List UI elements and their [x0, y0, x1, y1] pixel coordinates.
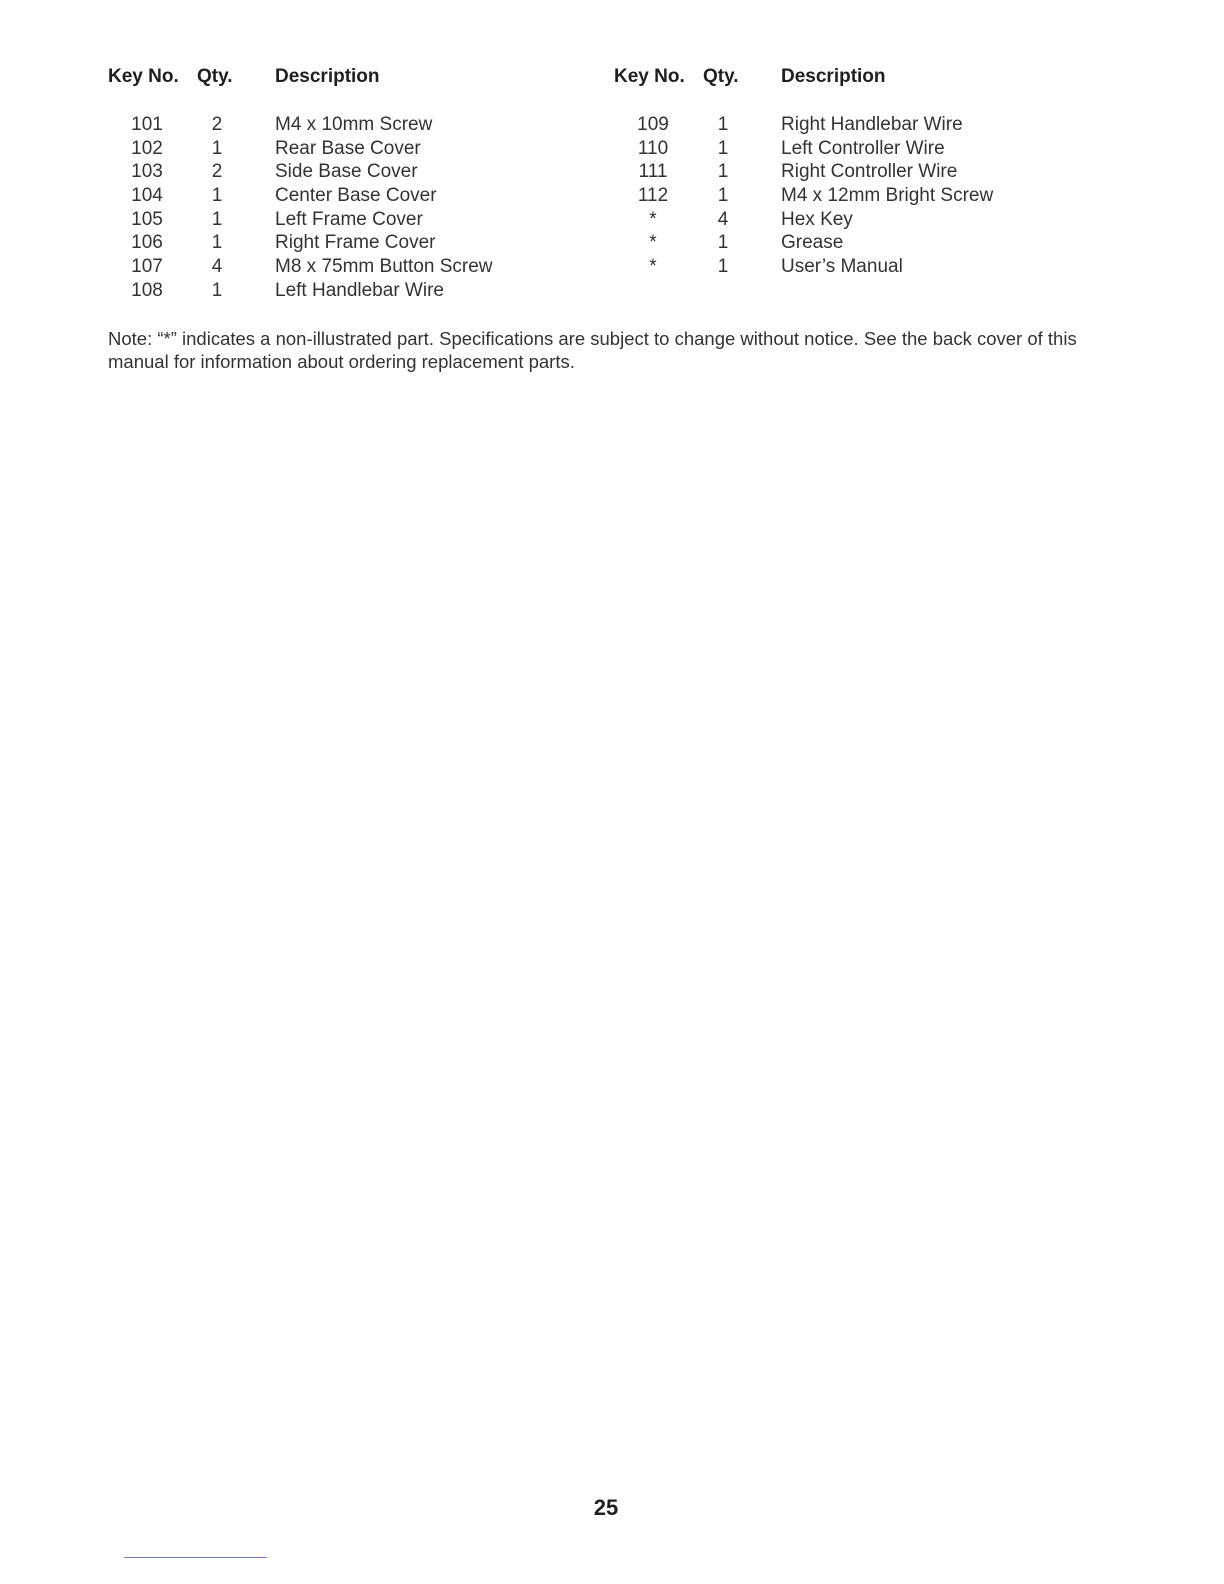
- part-key-no: 110: [637, 137, 669, 159]
- part-description: Grease: [781, 232, 844, 254]
- part-description: Rear Base Cover: [275, 137, 421, 159]
- part-description: M4 x 10mm Screw: [275, 114, 433, 135]
- table-row: [614, 160, 1074, 184]
- part-qty: 1: [717, 137, 729, 159]
- parts-table-right: [614, 66, 1074, 279]
- part-key-no: *: [649, 208, 657, 230]
- part-description: Side Base Cover: [275, 161, 418, 183]
- part-key-no: 104: [131, 185, 163, 207]
- table-row: [614, 137, 1074, 161]
- part-qty: 1: [717, 161, 729, 183]
- part-qty: 1: [717, 256, 729, 278]
- page-number: 25: [593, 1495, 619, 1520]
- part-description: Left Handlebar Wire: [275, 279, 444, 301]
- table-row: [108, 208, 568, 232]
- part-description: M8 x 75mm Button Screw: [275, 256, 493, 278]
- table-row: [108, 255, 568, 279]
- table-row: [614, 255, 1074, 279]
- table-row: [108, 137, 568, 161]
- part-qty: 2: [211, 161, 223, 183]
- header-key-no: Key No.: [108, 66, 179, 87]
- part-qty: 1: [211, 137, 223, 159]
- part-description: Right Handlebar Wire: [781, 114, 963, 135]
- part-description: Right Frame Cover: [275, 232, 436, 254]
- part-qty: 4: [717, 208, 729, 230]
- part-key-no: 105: [131, 208, 163, 230]
- parts-rows-right: [614, 113, 1074, 279]
- table-row: [614, 208, 1074, 232]
- part-key-no: 106: [131, 232, 163, 254]
- parts-table-left: [108, 66, 568, 303]
- part-key-no: 108: [131, 279, 163, 301]
- note-text: Note: “*” indicates a non-illustrated part. Specifications are subject to change without notice. See the back cover of this manual for information about ordering replacement parts.: [108, 328, 1077, 372]
- table-row: [614, 231, 1074, 255]
- part-description: User’s Manual: [781, 256, 903, 278]
- part-key-no: 109: [637, 114, 669, 135]
- part-description: M4 x 12mm Bright Screw: [781, 185, 994, 207]
- part-description: Right Controller Wire: [781, 161, 958, 183]
- part-qty: 1: [717, 232, 729, 254]
- part-qty: 2: [211, 114, 223, 135]
- part-key-no: *: [649, 256, 657, 278]
- header-description: Description: [275, 66, 380, 87]
- table-header: [108, 66, 568, 96]
- table-row: [108, 231, 568, 255]
- part-qty: 1: [211, 208, 223, 230]
- header-qty: Qty.: [197, 66, 233, 87]
- part-description: Left Frame Cover: [275, 208, 423, 230]
- part-key-no: 103: [131, 161, 163, 183]
- table-row: [614, 113, 1074, 137]
- footer-rule: [124, 1557, 267, 1558]
- table-header: [614, 66, 1074, 96]
- table-row: [614, 184, 1074, 208]
- part-qty: 1: [717, 114, 729, 135]
- table-row: [108, 160, 568, 184]
- table-row: [108, 184, 568, 208]
- header-qty: Qty.: [703, 66, 739, 87]
- part-qty: 4: [211, 256, 223, 278]
- part-key-no: 111: [638, 161, 668, 183]
- part-description: Left Controller Wire: [781, 137, 945, 159]
- part-key-no: 112: [637, 185, 669, 207]
- part-key-no: 102: [131, 137, 163, 159]
- part-qty: 1: [211, 279, 223, 301]
- part-key-no: *: [649, 232, 657, 254]
- part-qty: 1: [211, 185, 223, 207]
- part-qty: 1: [211, 232, 223, 254]
- parts-rows-left: [108, 113, 568, 303]
- table-row: [108, 113, 568, 137]
- part-key-no: 101: [131, 114, 163, 135]
- part-description: Center Base Cover: [275, 185, 437, 207]
- table-row: [108, 279, 568, 303]
- part-qty: 1: [717, 185, 729, 207]
- header-description: Description: [781, 66, 886, 87]
- part-key-no: 107: [131, 256, 163, 278]
- header-key-no: Key No.: [614, 66, 685, 87]
- part-description: Hex Key: [781, 208, 853, 230]
